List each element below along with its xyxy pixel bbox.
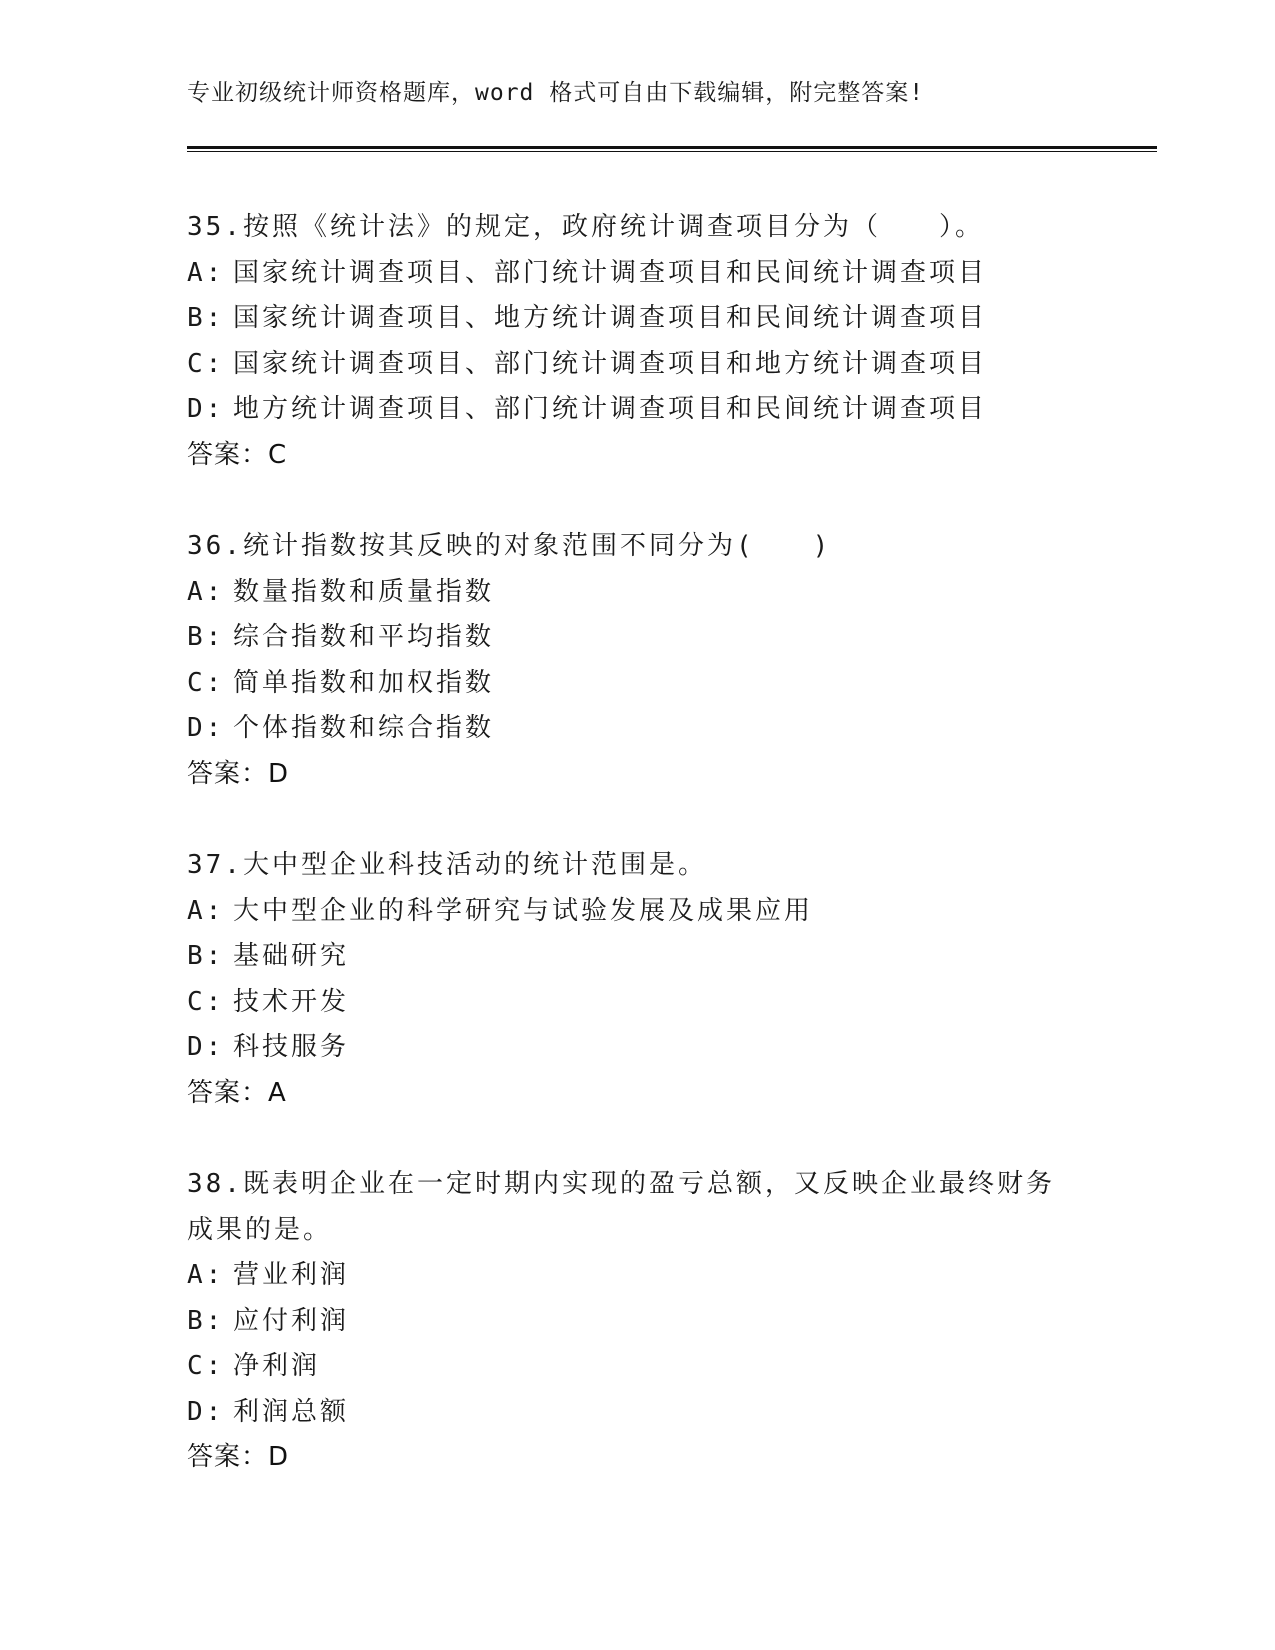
option-label: B: <box>187 303 225 333</box>
option-text: 简单指数和加权指数 <box>233 667 495 698</box>
option-c <box>187 1344 1087 1390</box>
document-header: 专业初级统计师资格题库，word 格式可自由下载编辑，附完整答案! <box>187 80 925 106</box>
option-text: 数量指数和质量指数 <box>233 576 495 607</box>
header-rule-thin <box>187 151 1157 152</box>
option-a <box>187 1253 1087 1299</box>
option-b <box>187 1299 1087 1345</box>
option-label: C: <box>187 1351 225 1381</box>
option-label: A: <box>187 895 225 926</box>
option-c <box>187 980 1087 1026</box>
answer-line: 答案：C <box>187 439 288 470</box>
option-text: 利润总额 <box>233 1396 350 1427</box>
option-text: 国家统计调查项目、地方统计调查项目和民间统计调查项目 <box>233 303 988 333</box>
option-d <box>187 1390 1087 1436</box>
option-label: A: <box>187 257 225 288</box>
option-label: B: <box>187 941 225 971</box>
option-b <box>187 934 1087 980</box>
option-text: 国家统计调查项目、部门统计调查项目和地方统计调查项目 <box>233 348 988 379</box>
option-label: D: <box>187 1032 225 1062</box>
option-label: C: <box>187 667 225 698</box>
option-label: B: <box>187 1305 225 1336</box>
option-text: 应付利润 <box>233 1305 350 1336</box>
option-text: 综合指数和平均指数 <box>233 622 495 652</box>
option-text: 净利润 <box>233 1351 321 1381</box>
option-b <box>187 615 1087 661</box>
header-rule-thick <box>187 146 1157 149</box>
option-a <box>187 251 1087 297</box>
option-text: 科技服务 <box>233 1032 350 1062</box>
question-37 <box>187 843 1087 1116</box>
option-text: 大中型企业的科学研究与试验发展及成果应用 <box>233 895 814 926</box>
option-text: 技术开发 <box>233 986 350 1017</box>
option-d <box>187 706 1087 752</box>
question-36 <box>187 524 1087 797</box>
option-text: 基础研究 <box>233 941 350 971</box>
option-a <box>187 889 1087 935</box>
answer-line: 答案：A <box>187 1077 287 1108</box>
option-d <box>187 1025 1087 1071</box>
question-35 <box>187 205 1087 478</box>
option-c <box>187 342 1087 388</box>
option-label: D: <box>187 713 225 743</box>
option-text: 营业利润 <box>233 1260 350 1290</box>
question-stem: 37.大中型企业科技活动的统计范围是。 <box>187 850 707 880</box>
option-text: 个体指数和综合指数 <box>233 713 495 743</box>
question-38 <box>187 1162 1087 1481</box>
option-text: 地方统计调查项目、部门统计调查项目和民间统计调查项目 <box>233 394 988 424</box>
option-text: 国家统计调查项目、部门统计调查项目和民间统计调查项目 <box>233 257 988 288</box>
answer-line: 答案：D <box>187 758 290 789</box>
option-c <box>187 661 1087 707</box>
question-stem: 36.统计指数按其反映的对象范围不同分为( ) <box>187 531 832 561</box>
question-stem: 38.既表明企业在一定时期内实现的盈亏总额，又反映企业最终财务成果的是。 <box>187 1169 1055 1245</box>
option-b <box>187 296 1087 342</box>
question-list <box>187 205 1087 1527</box>
option-d <box>187 387 1087 433</box>
option-label: A: <box>187 1260 225 1290</box>
option-label: C: <box>187 348 225 379</box>
question-stem: 35.按照《统计法》的规定，政府统计调查项目分为（ ）。 <box>187 212 984 242</box>
option-label: B: <box>187 622 225 652</box>
option-a <box>187 570 1087 616</box>
option-label: A: <box>187 576 225 607</box>
option-label: D: <box>187 394 225 424</box>
option-label: D: <box>187 1396 225 1427</box>
option-label: C: <box>187 986 225 1017</box>
answer-line: 答案：D <box>187 1442 290 1472</box>
